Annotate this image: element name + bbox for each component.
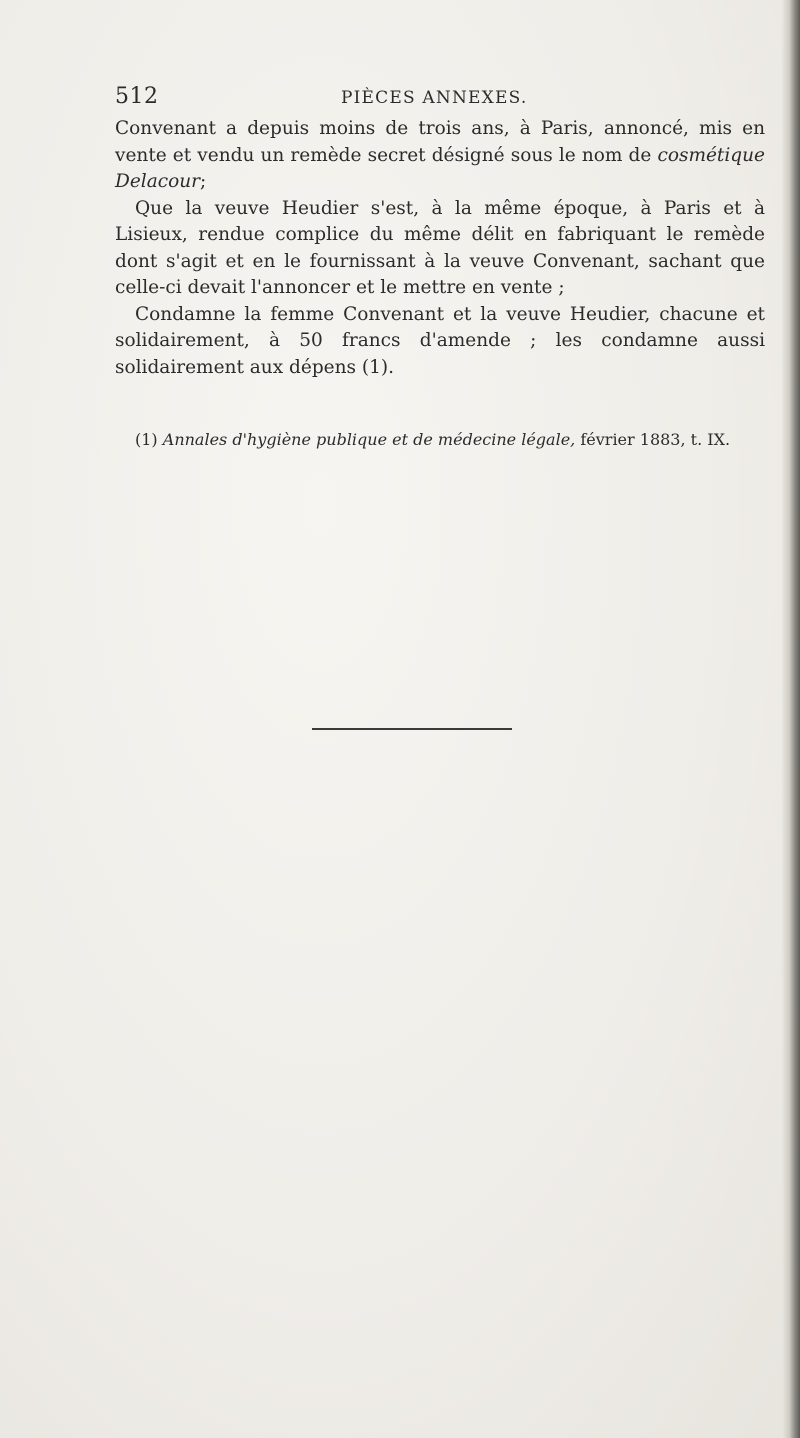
main-text	[115, 116, 765, 381]
page-edge-shadow	[782, 0, 800, 1438]
footnote-source: Annales d'hygiène publique et de médecine légale,	[162, 430, 576, 449]
page-header	[115, 84, 765, 114]
page-number: 512	[115, 84, 159, 109]
footnote-detail: février 1883, t. IX.	[580, 430, 731, 449]
footnote-marker: (1)	[135, 430, 158, 449]
paragraph-1	[115, 116, 765, 196]
paragraph-3: Condamne la femme Convenant et la veuve Heudier, chacune et solidairement, à 50 francs d'amende ; les condamne aussi solidairement aux dépens (1).	[115, 303, 765, 378]
product-name: cosmétique Delacour	[115, 144, 765, 192]
footnote	[115, 431, 765, 449]
paragraph-1-end: ;	[199, 171, 207, 192]
end-rule	[312, 728, 512, 730]
paragraph-1-text: Convenant a depuis moins de trois ans, à Paris, annoncé, mis en vente et vendu un remède secret désigné sous le nom de	[115, 118, 765, 166]
running-head: PIÈCES ANNEXES.	[341, 88, 528, 108]
paragraph-2: Que la veuve Heudier s'est, à la même époque, à Paris et à Lisieux, rendue complice du même délit en fabriquant le remède dont s'agit et en le fournissant à la veuve Convenant, sachant que celle-ci devait l'annoncer et le mettre en vente ;	[115, 197, 765, 298]
